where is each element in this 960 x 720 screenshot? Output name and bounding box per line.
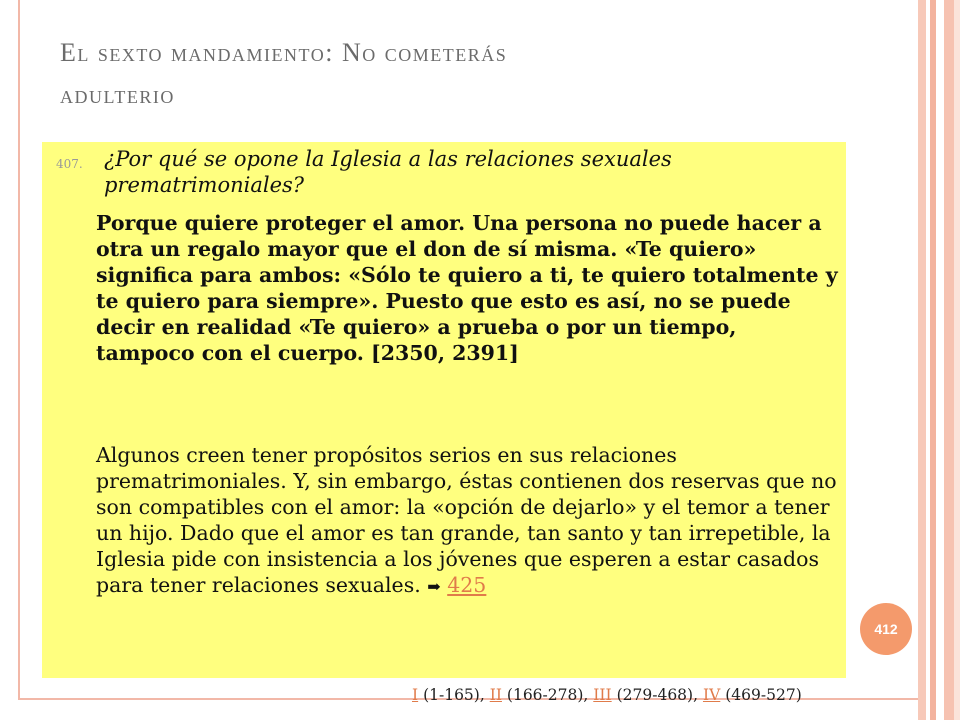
footer-range-part-1: (1-165), [423,686,485,704]
question-row [56,146,836,198]
explanation-text: Algunos creen tener propósitos serios en sus relaciones prematrimoniales. Y, sin embargo, éstas contienen dos reservas que no son compatibles con el amor: la «opción de dejarlo» y el temor a tener un hijo. Dado que el amor es tan grande, tan santo y tan irrepetible, la Iglesia pide con insistencia a los jóvenes que esperen a estar casados para tener relaciones sexuales. [96,443,837,597]
page-number: 412 [874,621,898,637]
slide-title-line-1: El sexto mandamiento: No cometerás [60,38,508,67]
page-number-badge [860,603,912,655]
question-text: ¿Por qué se opone la Iglesia a las relaciones sexuales prematrimoniales? [104,147,672,197]
slide-title [60,32,820,116]
decor-stripe [936,0,944,720]
footer-link-part-4[interactable]: IV [702,686,721,704]
footer-link-part-1[interactable]: I [412,686,419,704]
decor-stripe [918,0,926,720]
slide-title-line-2: adulterio [60,80,175,109]
footer-link-part-3[interactable]: III [593,686,612,704]
reference-link-425[interactable]: 425 [447,573,487,597]
footer-range-part-2: (166-278), [506,686,589,704]
footer-link-part-2[interactable]: II [489,686,502,704]
footer-range-part-4: (469-527) [725,686,802,704]
explanation-paragraph [96,442,842,600]
content-box [42,142,846,678]
decor-stripe [954,0,960,720]
arrow-right-icon: ➡ [427,577,441,596]
footer-nav [412,686,852,704]
footer-range-part-3: (279-468), [616,686,699,704]
answer-text: Porque quiere proteger el amor. Una persona no puede hacer a otra un regalo mayor que el don de sí misma. «Te quiero» significa para ambos: «Sólo te quiero a ti, te quiero totalmente y te quiero para siempre». Puesto que esto es así, no se puede decir en realidad «Te quiero» a prueba o por un tiempo, tampoco con el cuerpo. [2350, 2391] [96,211,838,365]
question-number: 407. [56,157,83,171]
decor-stripe [944,0,954,720]
